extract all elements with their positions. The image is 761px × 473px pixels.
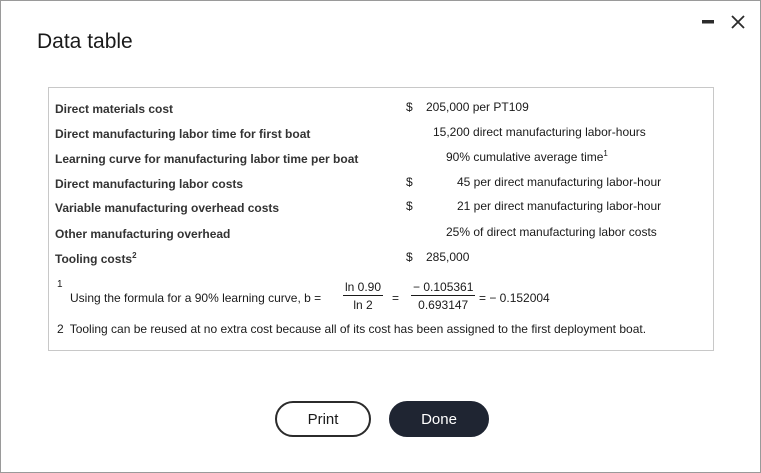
footnote-1-number: 1 [57,279,63,290]
currency-sign: $ [406,175,413,189]
close-icon[interactable] [730,13,746,31]
table-row [49,223,713,243]
row-value-text: 90% cumulative average time [446,150,604,164]
data-table [48,87,714,351]
footnote-ref: 1 [603,149,608,158]
row-value: 285,000 [426,250,470,264]
fraction-numerator: ln 0.90 [345,280,382,294]
row-label: Other manufacturing overhead [55,227,231,241]
fraction-ln [343,280,383,312]
footnote-2 [57,322,646,336]
dialog-title: Data table [37,30,133,53]
currency-sign: $ [406,100,413,114]
print-button[interactable]: Print [275,401,371,437]
row-label-text: Tooling costs [55,252,133,266]
footnote-2-text: Tooling can be reused at no extra cost because all of its cost has been assigned to the first deployment boat. [69,322,647,336]
table-row [49,248,713,268]
window-controls [700,13,746,31]
row-value: 25% of direct manufacturing labor costs [446,225,657,239]
row-value: 205,000 per PT109 [426,100,529,114]
row-value: 21 per direct manufacturing labor-hour [457,199,662,213]
row-label: Variable manufacturing overhead costs [55,201,280,215]
table-row [49,98,713,118]
row-value [446,150,608,164]
table-row [49,173,713,193]
table-row [49,148,713,168]
row-label: Direct manufacturing labor costs [55,177,244,191]
footnote-ref: 2 [132,251,137,260]
footnote-2-number: 2 [57,322,64,336]
row-label: Direct manufacturing labor time for first boat [55,127,311,141]
equals-sign: = [392,291,400,305]
table-row [49,197,713,217]
formula-result: = − 0.152004 [479,291,550,305]
currency-sign: $ [406,199,413,213]
row-value: 45 per direct manufacturing labor-hour [457,175,662,189]
row-label: Direct materials cost [55,102,174,116]
fraction-numerator: − 0.105361 [413,280,474,294]
currency-sign: $ [406,250,413,264]
fraction-denominator: 0.693147 [418,298,469,312]
row-label [55,252,137,266]
footnote-1-text: Using the formula for a 90% learning curve, b = [70,291,322,305]
done-button[interactable]: Done [389,401,489,437]
fraction-denominator: ln 2 [353,298,373,312]
row-value: 15,200 direct manufacturing labor-hours [433,125,646,139]
table-row [49,123,713,143]
minimize-icon[interactable] [700,13,716,31]
row-label: Learning curve for manufacturing labor time per boat [55,152,359,166]
fraction-values [411,280,475,312]
